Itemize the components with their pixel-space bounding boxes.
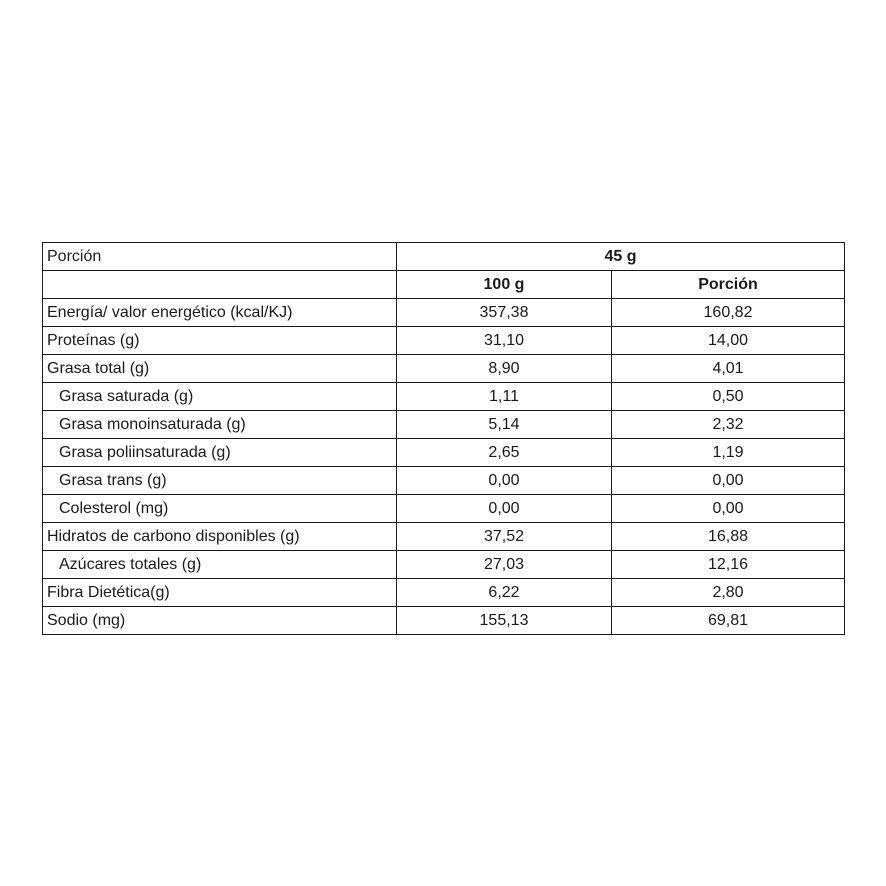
nutrient-label: Azúcares totales (g) (43, 551, 397, 579)
portion-value: 45 g (397, 243, 845, 271)
value-per-portion: 12,16 (612, 551, 845, 579)
nutrient-label: Colesterol (mg) (43, 495, 397, 523)
value-per-portion: 2,80 (612, 579, 845, 607)
table-row (43, 607, 845, 635)
value-per-portion: 69,81 (612, 607, 845, 635)
table-row (43, 579, 845, 607)
value-per-portion: 2,32 (612, 411, 845, 439)
column-header-empty (43, 271, 397, 299)
table-row (43, 439, 845, 467)
value-per-portion: 16,88 (612, 523, 845, 551)
nutrition-table-body (43, 243, 845, 635)
value-per-portion: 1,19 (612, 439, 845, 467)
portion-label: Porción (43, 243, 397, 271)
table-row (43, 299, 845, 327)
value-per-100g: 5,14 (397, 411, 612, 439)
value-per-100g: 0,00 (397, 495, 612, 523)
value-per-portion: 0,00 (612, 467, 845, 495)
nutrient-label: Fibra Dietética(g) (43, 579, 397, 607)
value-per-100g: 37,52 (397, 523, 612, 551)
nutrient-label: Grasa trans (g) (43, 467, 397, 495)
nutrient-label: Proteínas (g) (43, 327, 397, 355)
value-per-portion: 0,00 (612, 495, 845, 523)
table-row (43, 551, 845, 579)
nutrition-table (42, 242, 845, 635)
table-row (43, 523, 845, 551)
table-row (43, 411, 845, 439)
column-header-100g: 100 g (397, 271, 612, 299)
value-per-100g: 31,10 (397, 327, 612, 355)
table-row (43, 495, 845, 523)
value-per-portion: 160,82 (612, 299, 845, 327)
value-per-100g: 8,90 (397, 355, 612, 383)
table-row (43, 467, 845, 495)
table-row (43, 355, 845, 383)
nutrient-label: Sodio (mg) (43, 607, 397, 635)
nutrient-label: Energía/ valor energético (kcal/KJ) (43, 299, 397, 327)
nutrient-label: Grasa poliinsaturada (g) (43, 439, 397, 467)
value-per-100g: 27,03 (397, 551, 612, 579)
value-per-portion: 0,50 (612, 383, 845, 411)
table-row (43, 383, 845, 411)
column-header-row (43, 271, 845, 299)
nutrient-label: Grasa saturada (g) (43, 383, 397, 411)
value-per-portion: 4,01 (612, 355, 845, 383)
column-header-portion: Porción (612, 271, 845, 299)
value-per-100g: 155,13 (397, 607, 612, 635)
table-row (43, 327, 845, 355)
value-per-portion: 14,00 (612, 327, 845, 355)
nutrient-label: Hidratos de carbono disponibles (g) (43, 523, 397, 551)
value-per-100g: 1,11 (397, 383, 612, 411)
value-per-100g: 2,65 (397, 439, 612, 467)
nutrient-label: Grasa total (g) (43, 355, 397, 383)
nutrient-label: Grasa monoinsaturada (g) (43, 411, 397, 439)
portion-row (43, 243, 845, 271)
value-per-100g: 6,22 (397, 579, 612, 607)
value-per-100g: 357,38 (397, 299, 612, 327)
value-per-100g: 0,00 (397, 467, 612, 495)
